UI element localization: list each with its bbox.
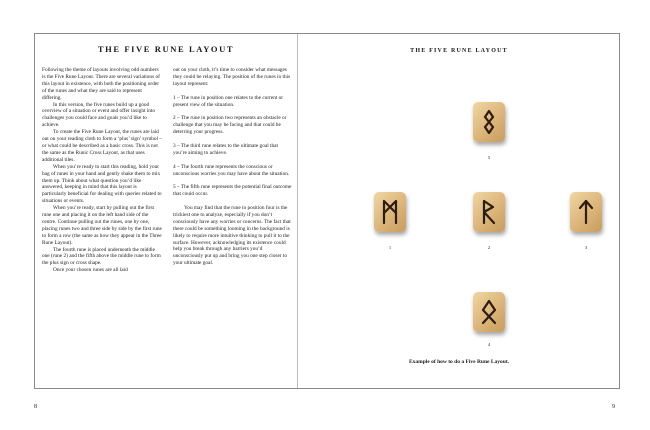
mannaz-icon xyxy=(380,198,400,226)
text-column-1 xyxy=(42,67,162,385)
rune-tile-2 xyxy=(473,192,505,232)
paragraph: When you’re ready to start this reading, hold your bag of runes in your hand and gently shake them to mix them up. Think about what question you’d like answered, keeping in mind that this layout is particularly beneficial for dealing with queries related to situations or events. xyxy=(42,163,162,205)
paragraph: out on your cloth, it’s time to consider what messages they could be relaying. The position of the runes in this layout represent: xyxy=(173,67,291,87)
paragraph: 2 – The rune in position two represents an obstacle or challenge that you may be facing and that could be deterring your progress. xyxy=(173,115,287,136)
raidho-icon xyxy=(479,198,499,226)
rune-tile-1 xyxy=(374,192,406,232)
paragraph: When you’re ready, start by pulling out the first rune one and placing it on the left hand side of the centre. Continue pulling out the runes, one by one, placing runes two and three side by side by the first rune to form a row (the same as how they appear in the Three Rune Layout). xyxy=(42,205,162,246)
paragraph: 3 – The third rune relates to the ultimate goal that you’re aiming to achieve. xyxy=(173,142,278,156)
tile-number-4: 4 xyxy=(487,342,491,347)
text-column-2 xyxy=(173,67,293,385)
tiwaz-icon xyxy=(576,198,596,226)
othala-icon xyxy=(479,298,499,326)
left-page-title: THE FIVE RUNE LAYOUT xyxy=(97,44,235,54)
paragraph: You may find that the rune in position four is the trickiest one to analyze, especially if you don’t consciously have any worries or concerns. The fact that there could be something looming in the background is likely to require more intuitive thinking to pull it to the surface. However, acknowledging its existence could help you break through any barriers you’d unconsciously put up and bring you one step closer to your ultimate goal. xyxy=(173,205,291,267)
tile-number-1: 1 xyxy=(388,245,392,250)
rune-tile-4 xyxy=(473,292,505,332)
right-page-heading: THE FIVE RUNE LAYOUT xyxy=(410,48,508,54)
rune-tile-3 xyxy=(570,192,602,232)
dagaz-icon xyxy=(479,108,499,136)
paragraph: 1 – The rune in position one relates to the current or present view of the situation. xyxy=(173,94,284,108)
page-number-left: 8 xyxy=(34,404,37,410)
book-spread xyxy=(34,33,620,389)
paragraph: To create the Five Rune Layout, the runes are laid out on your reading cloth to form a ‘plus’ sign’ symbol – or what could be described as a basic cross. This is not the same as the Runic Cross Layout, as that uses additional tiles. xyxy=(42,129,162,163)
paragraph: 4 – The fourth rune represents the conscious or unconscious worries you may have about the situation. xyxy=(173,163,290,177)
tile-number-5: 5 xyxy=(487,155,491,160)
page-gutter xyxy=(297,34,298,388)
tile-number-2: 2 xyxy=(487,245,491,250)
paragraph: Once your chosen runes are all laid xyxy=(53,267,128,274)
paragraph: 5 – The fifth rune represents the potential final outcome that could occur. xyxy=(173,184,292,198)
figure-caption: Example of how to do a Five Rune Layout. xyxy=(408,359,510,365)
paragraph: Following the theme of layouts involving odd numbers is the Five Rune Layout. There are several variations of this layout in existence, with both the positioning order of the runes and what they are said to represent differing. xyxy=(42,67,160,101)
page-number-right: 9 xyxy=(612,404,615,410)
paragraph: In this version, the five runes build up a good overview of a situation or event and offer insight into challenges you could face and goals you’d like to achieve. xyxy=(42,101,156,129)
paragraph: The fourth rune is placed underneath the middle one (rune 2) and the fifth above the middle rune to form the plus sign or cross shape. xyxy=(42,246,161,267)
rune-tile-5 xyxy=(473,102,505,142)
tile-number-3: 3 xyxy=(584,245,588,250)
